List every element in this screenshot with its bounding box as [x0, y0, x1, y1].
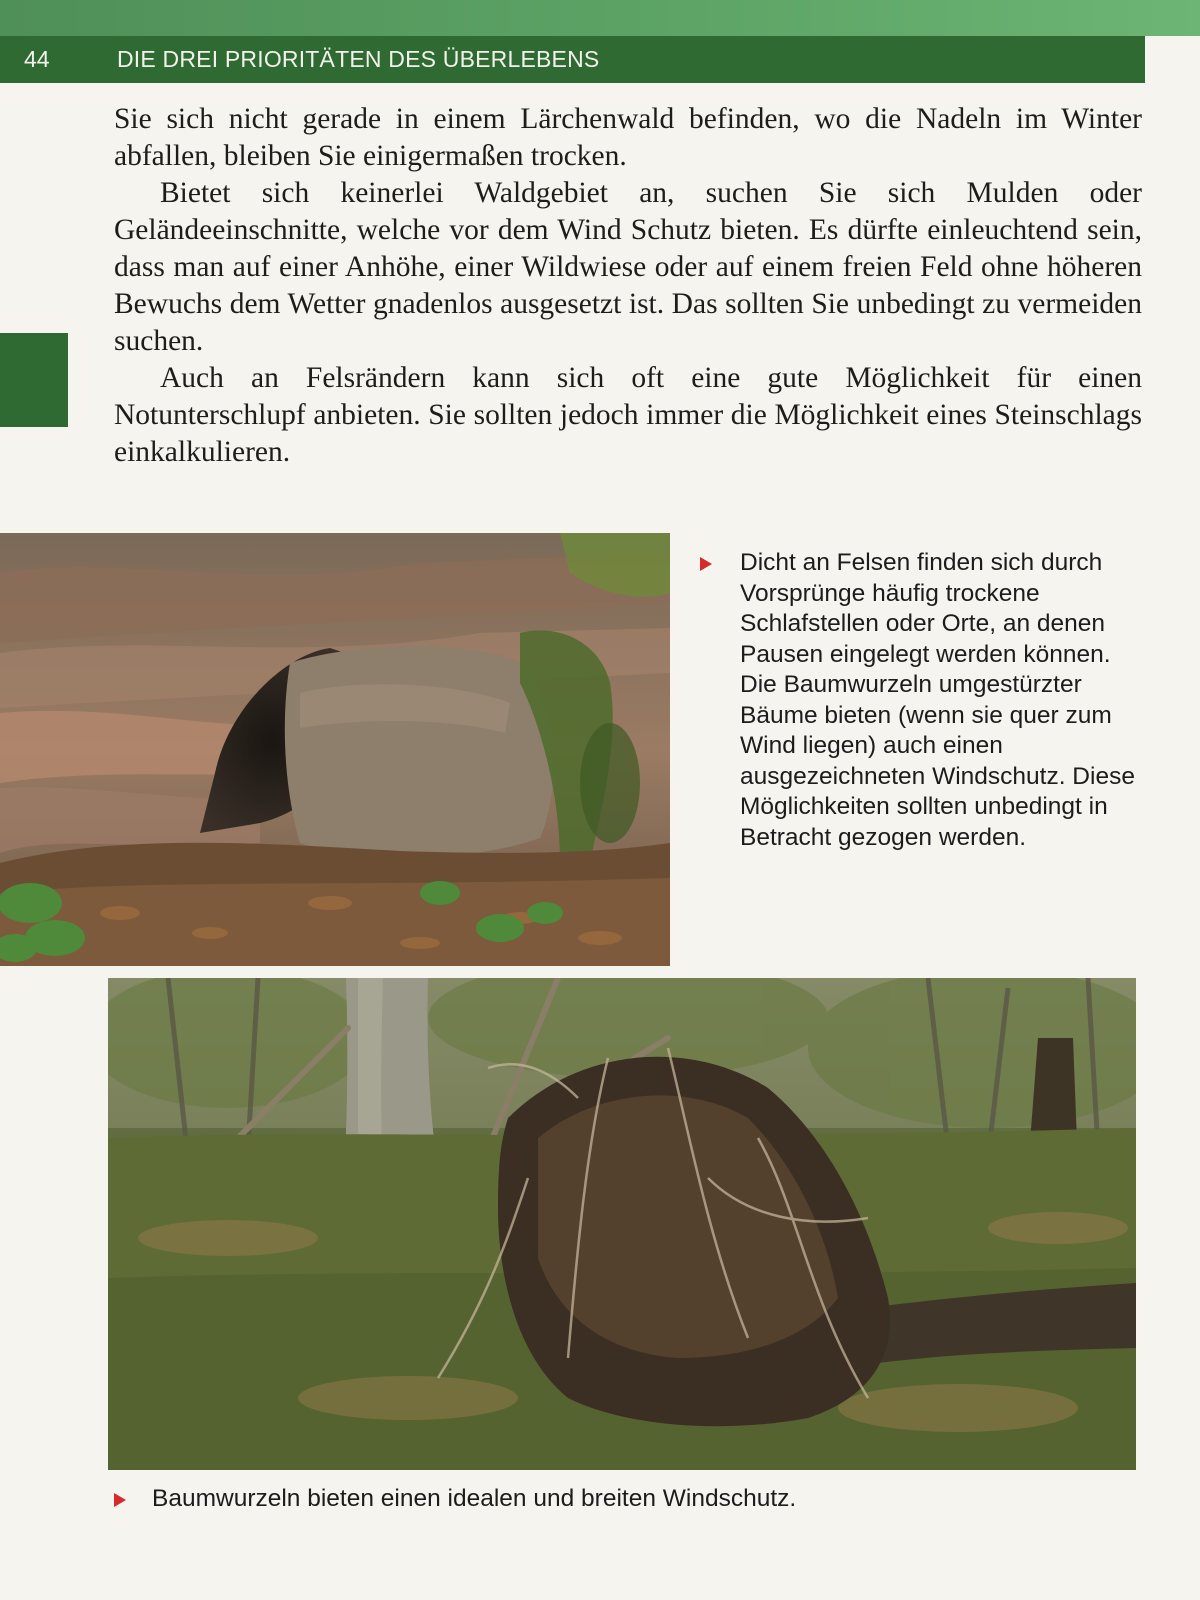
caption-bullet-icon — [698, 548, 714, 572]
top-color-band — [0, 0, 1200, 36]
paragraph-continuation: Sie sich nicht gerade in einem Lärchenwald befinden, wo die Nadeln im Winter abfallen, bleiben Sie einigermaßen trocken. — [114, 103, 1142, 172]
body-text — [114, 101, 1142, 471]
running-title: DIE DREI PRIORITÄTEN DES ÜBERLEBENS — [117, 46, 600, 72]
caption-root-plate — [112, 1484, 1112, 1515]
caption-rock-overhang-text: Dicht an Felsen finden sich durch Vorsprünge häufig trockene Schlafstellen oder Orte, an denen Pausen eingelegt werden können. Die Baumwurzeln umgestürzter Bäume bieten (wenn sie quer zum Wind liegen) auch einen ausgezeichneten Windschutz. Diese Möglichkeiten sollten unbedingt in Betracht gezogen werden. — [740, 549, 1135, 851]
paragraph-shelter-terrain: Bietet sich keinerlei Waldgebiet an, suchen Sie sich Mulden oder Geländeeinschnitte, welche vor dem Wind Schutz bieten. Es dürfte einleuchtend sein, dass man auf einer Anhöhe, einer Wildwiese oder auf einem freien Feld ohne höheren Bewuchs dem Wetter gnadenlos ausgesetzt ist. Das sollten Sie unbedingt zu vermeiden suchen. — [114, 177, 1142, 357]
chapter-thumb-tab — [0, 333, 68, 427]
running-header — [0, 36, 1145, 83]
root-plate-photo — [108, 978, 1136, 1470]
rock-overhang-photo — [0, 533, 670, 966]
caption-rock-overhang — [698, 548, 1148, 853]
caption-bullet-icon — [112, 1484, 128, 1508]
caption-root-plate-text: Baumwurzeln bieten einen idealen und breiten Windschutz. — [152, 1485, 797, 1512]
paragraph-rock-edges: Auch an Felsrändern kann sich oft eine gute Möglichkeit für einen Notunterschlupf anbieten. Sie sollten jedoch immer die Möglichkeit eines Steinschlags einkalkulieren. — [114, 362, 1142, 468]
page-number: 44 — [24, 46, 50, 72]
